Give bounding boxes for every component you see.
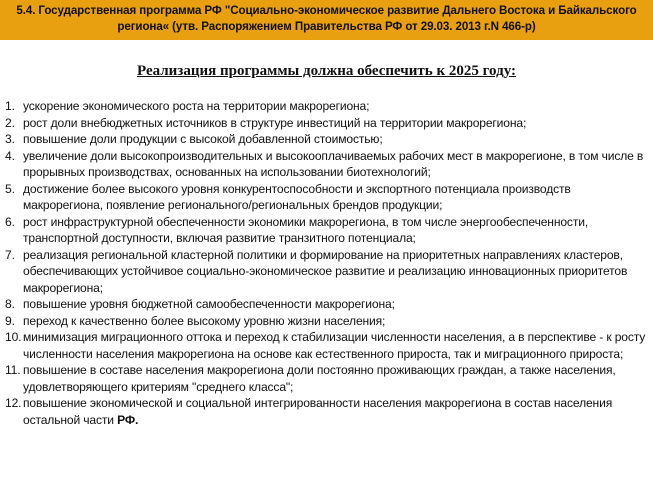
item-text-bold-suffix: РФ.: [117, 412, 139, 427]
item-number: 7.: [5, 247, 15, 262]
item-number: 3.: [5, 132, 15, 146]
item-number: 12.: [5, 396, 22, 410]
list-item: [5, 395, 650, 428]
item-text: повышение уровня бюджетной самообеспеченности макрорегиона;: [23, 297, 395, 311]
item-text: минимизация миграционного оттока и переход к стабилизации численности населения, а в перспективе - к росту численности населения макрорегиона на основе как естественного прироста, так и миграционного прироста;: [23, 330, 646, 361]
list-item: [5, 98, 650, 115]
item-number: 11.: [5, 363, 21, 377]
item-text: [23, 396, 612, 427]
item-text: увеличение доли высокопроизводительных и высокооплачиваемых рабочих мест в макрорегионе, в том числе в прорывных производствах, основанных на использовании биотехнологий;: [23, 148, 644, 179]
item-text: реализация региональной кластерной политики и формирование на приоритетных направлениях кластеров, обеспечивающих устойчивое социально-экономическое развитие и реализацию инновационных приоритетов макрорегиона;: [23, 247, 628, 295]
list-item: [5, 148, 650, 181]
list-item: [5, 296, 650, 313]
list-item: [5, 214, 650, 247]
item-text: повышение в составе населения макрорегиона доли постоянно проживающих граждан, а также населения, удовлетворяющего критериям "среднего класса";: [23, 363, 616, 394]
item-number: 4.: [5, 148, 15, 163]
item-text: достижение более высокого уровня конкурентоспособности и экспортного потенциала производств макрорегиона, появление регионального/региональных брендов продукции;: [23, 181, 571, 212]
item-text: переход к качественно более высокому уровню жизни населения;: [23, 313, 386, 328]
list-item: [5, 115, 650, 132]
item-number: 8.: [5, 297, 15, 311]
item-number: 5.: [5, 181, 15, 196]
list-item: [5, 313, 650, 330]
list-item: [5, 329, 650, 362]
item-text-main: повышение экономической и социальной интегрированности населения макрорегиона в состав населения остальной части: [23, 396, 613, 427]
list-item: [5, 247, 650, 297]
item-number: 2.: [5, 115, 15, 130]
list-item: [5, 362, 650, 395]
item-number: 1.: [5, 99, 15, 113]
goals-list: [5, 98, 650, 428]
item-text: рост инфраструктурной обеспеченности экономики макрорегиона, в том числе энергообеспеченности, транспортной доступности, включая развитие транзитного потенциала;: [23, 214, 589, 245]
item-text: повышение доли продукции с высокой добавленной стоимостью;: [23, 132, 383, 146]
list-item: [5, 131, 650, 148]
item-text: ускорение экономического роста на территории макрорегиона;: [23, 99, 370, 113]
subheading: Реализация программы должна обеспечить к 2025 году:: [136, 63, 516, 79]
item-number: 9.: [5, 313, 15, 328]
list-item: [5, 181, 650, 214]
item-number: 10.: [5, 330, 22, 344]
header-bar: [0, 0, 653, 40]
item-number: 6.: [5, 214, 15, 229]
item-text: рост доли внебюджетных источников в структуре инвестиций на территории макрорегиона;: [23, 115, 527, 130]
header-title: 5.4. Государственная программа РФ "Социально-экономическое развитие Дальнего Востока и Байкальского региона« (утв. Распоряжением Правительства РФ от 29.03. 2013 г.N 466-р): [16, 4, 637, 33]
